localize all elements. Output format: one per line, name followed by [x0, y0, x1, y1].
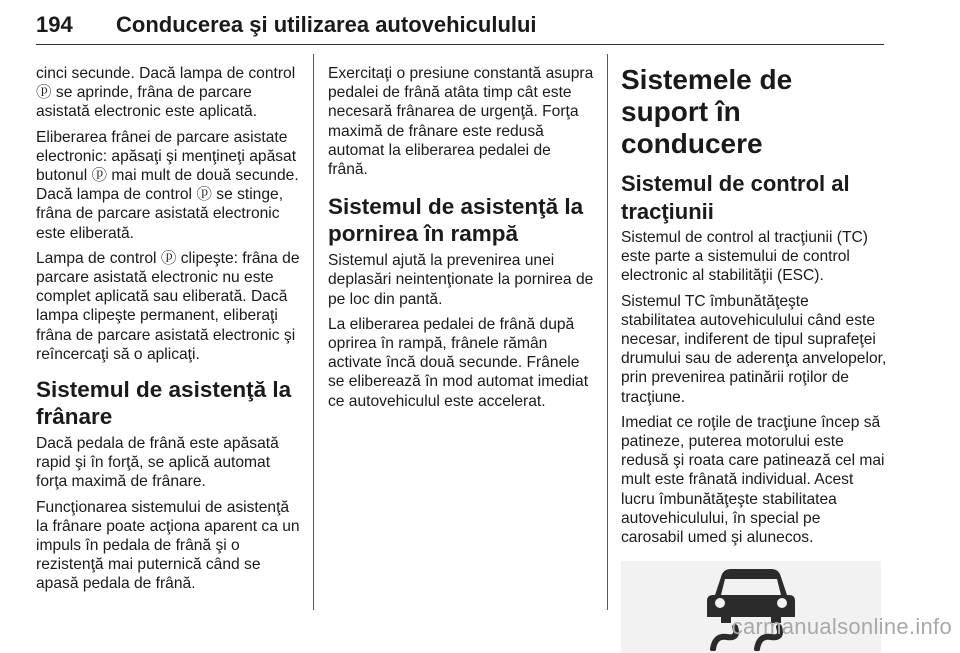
- paragraph: Imediat ce roţile de tracţiune încep să patineze, puterea motorului este redusă şi roata care patinează cel mai mult este frânată individual. Acest lucru îmbunătăţeşte stabilitatea autovehiculului, în special pe carosabil umed şi alunecos.: [621, 413, 885, 547]
- paragraph: Funcţionarea sistemului de asistenţă la frânare poate acţiona aparent ca un impuls în pedala de frână şi o rezistenţă mai puternică când se apasă pedala de frână.: [36, 498, 300, 593]
- column-divider-1: [313, 54, 314, 610]
- section-heading-hill-start: Sistemul de asistenţă la pornirea în rampă: [328, 194, 584, 247]
- paragraph: Dacă pedala de frână este apăsată rapid şi în forţă, se aplică automat forţa maximă de frânare.: [36, 435, 279, 491]
- section-heading-brake-assist: Sistemul de asistenţă la frânare: [36, 377, 292, 430]
- column-2: [328, 64, 594, 417]
- paragraph: La eliberarea pedalei de frână după oprirea în rampă, frânele rămân activate încă două secunde. Frânele se eliberează în mod automat imediat ce autovehiculul este accelerat.: [328, 315, 589, 410]
- column-1: [36, 64, 302, 600]
- paragraph: cinci secunde. Dacă lampa de control ⓟ se aprinde, frâna de parcare asistată electronic este aplicată.: [36, 65, 296, 121]
- section-heading-traction-control: Sistemul de control al tracţiunii: [621, 171, 850, 224]
- paragraph: Lampa de control ⓟ clipeşte: frâna de parcare asistată electronic nu este complet aplicată sau eliberată. Dacă lampa clipeşte permanent, eliberaţi frâna de parcare asistată electronic şi reîncercaţi să o aplicaţi.: [36, 249, 300, 363]
- paragraph: Sistemul ajută la prevenirea unei deplasări neintenţionate la pornirea de pe loc din pantă.: [328, 252, 594, 308]
- chapter-title: Conducerea şi utilizarea autovehiculului: [116, 12, 537, 37]
- page-header: [36, 6, 884, 45]
- page-number: 194: [36, 12, 73, 37]
- watermark: carmanualsonline.info: [731, 614, 952, 639]
- paragraph: Sistemul de control al tracţiunii (TC) este parte a sistemului de control electronic al stabilităţii (ESC).: [621, 229, 868, 285]
- column-3: [621, 64, 887, 653]
- paragraph: Exercitaţi o presiune constantă asupra pedalei de frână atâta timp cât este necesară frânarea de urgenţă. Forţa maximă de frânare este redusă automat la eliberarea pedalei de frână.: [328, 65, 594, 179]
- paragraph: Eliberarea frânei de parcare asistate electronic: apăsaţi şi menţineţi apăsat butonul ⓟ mai mult de două secunde. Dacă lampa de control ⓟ se stinge, frâna de parcare asistată electronic este eliberată.: [36, 128, 299, 242]
- paragraph: Sistemul TC îmbunătăţeşte stabilitatea autovehiculului când este necesar, indiferent de tipul suprafeţei drumului sau de aderenţa anvelopelor, prin prevenirea patinării roţilor de tracţiune.: [621, 292, 887, 406]
- column-divider-2: [607, 54, 608, 610]
- chapter-heading: Sistemele de suport în conducere: [621, 64, 793, 159]
